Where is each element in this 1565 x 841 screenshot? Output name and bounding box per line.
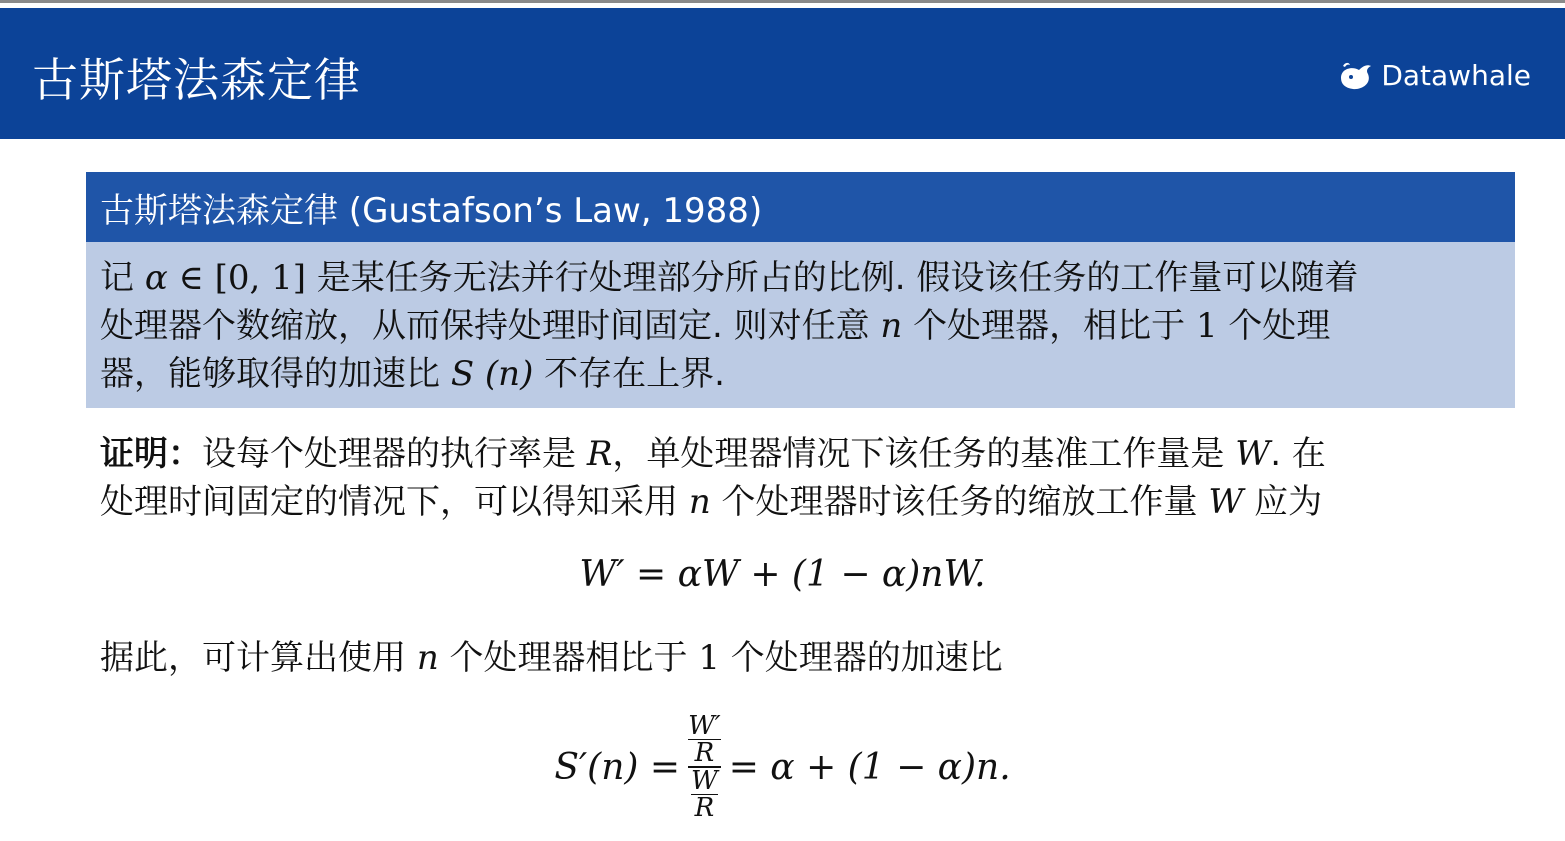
- text: . 在: [1270, 434, 1326, 474]
- math-paren-n: (n): [474, 354, 545, 394]
- whale-icon: [1337, 58, 1377, 92]
- eq2-num-frac: [688, 713, 721, 766]
- text: 不存在上界.: [544, 354, 725, 394]
- theorem-title: 古斯塔法森定律 (Gustafson’s Law, 1988): [100, 190, 763, 231]
- text: 设每个处理器的执行率是: [202, 434, 587, 474]
- proof-block: [100, 430, 1500, 526]
- text: 记: [100, 258, 145, 298]
- text: 处理器个数缩放，从而保持处理时间固定. 则对任意: [100, 306, 881, 346]
- text: 是某任务无法并行处理部分所占的比例. 假设该任务的工作量可以随着: [316, 258, 1359, 298]
- math-W: W: [1208, 482, 1244, 522]
- eq2-num-top: W′: [688, 711, 721, 741]
- text: 个处理器的加速比: [719, 638, 1003, 678]
- text: 个处理器时该任务的缩放工作量: [710, 482, 1209, 522]
- top-border: [0, 0, 1565, 8]
- math-n: n: [416, 638, 439, 678]
- eq2-numerator: [688, 713, 721, 766]
- math-S: S: [450, 354, 475, 394]
- math-one: 1: [1195, 306, 1218, 346]
- eq2-denominator: [691, 768, 718, 821]
- math-R: R: [586, 434, 613, 474]
- text: 据此，可计算出使用: [100, 638, 417, 678]
- equation-workload: W′ = αW + (1 − α)nW.: [579, 554, 986, 595]
- theorem-line-1: [100, 254, 1501, 302]
- text: ，单处理器情况下该任务的基准工作量是: [612, 434, 1236, 474]
- eq2-den-top: W: [691, 766, 718, 796]
- text: 处理时间固定的情况下，可以得知采用: [100, 482, 689, 522]
- proof-line-2: [100, 478, 1500, 526]
- eq2-rhs: = α + (1 − α)n.: [728, 746, 1011, 788]
- math-alpha: α: [144, 258, 168, 298]
- text: 应为: [1243, 482, 1323, 522]
- theorem-header: [86, 172, 1515, 242]
- math-n: n: [688, 482, 711, 522]
- theorem-line-3: [100, 350, 1501, 398]
- proof-line-3-text: [100, 634, 1500, 682]
- math-n: n: [880, 306, 903, 346]
- proof-line-3: [100, 634, 1500, 682]
- proof-label: 证明：: [100, 434, 202, 474]
- brand-name: Datawhale: [1381, 58, 1531, 92]
- eq2-fraction: [688, 713, 721, 821]
- text: 器，能够取得的加速比: [100, 354, 451, 394]
- eq2-lhs: S′(n) =: [554, 746, 681, 788]
- proof-line-1: [100, 430, 1500, 478]
- text: 个处理器，相比于: [902, 306, 1196, 346]
- theorem-line-2: [100, 302, 1501, 350]
- brand-logo: [1337, 58, 1531, 92]
- equation-speedup: [0, 702, 1565, 832]
- slide-header: [0, 8, 1565, 139]
- eq2-num-bottom: R: [694, 738, 715, 768]
- theorem-body: [86, 242, 1515, 408]
- math-one: 1: [698, 638, 720, 678]
- math-W: W: [1235, 434, 1271, 474]
- text: 个处理: [1217, 306, 1331, 346]
- eq2-den-frac: [691, 768, 718, 821]
- text: 个处理器相比于: [438, 638, 699, 678]
- math-interval: ∈ [0, 1]: [167, 258, 317, 298]
- eq2-den-bottom: R: [694, 793, 715, 823]
- slide-title: 古斯塔法森定律: [32, 53, 361, 107]
